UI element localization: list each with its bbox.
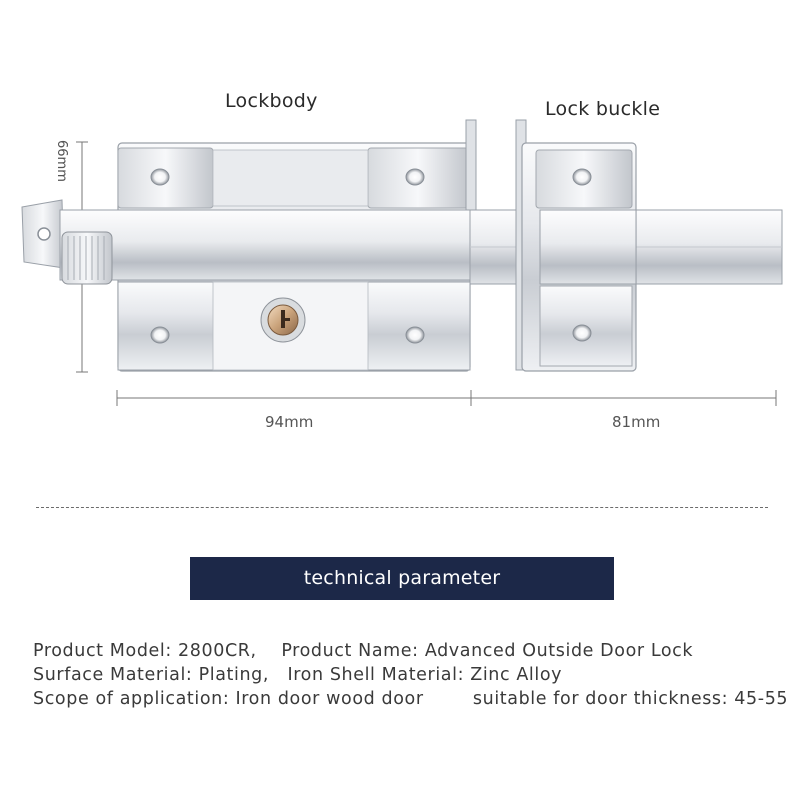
height-dimension-label: 66mm bbox=[54, 140, 69, 182]
keyhole-icon bbox=[261, 298, 305, 342]
section-divider bbox=[36, 507, 768, 508]
lock-buckle-label: Lock buckle bbox=[545, 98, 661, 120]
technical-parameter-banner: technical parameter bbox=[190, 557, 614, 600]
width-lockbody-label: 94mm bbox=[265, 413, 314, 431]
lockbody-label: Lockbody bbox=[225, 90, 318, 112]
spec-line-3: Scope of application: Iron door wood door suitable for door thickness: 45-55 bbox=[33, 689, 789, 709]
spec-line-1: Product Model: 2800CR, Product Name: Advanced Outside Door Lock bbox=[33, 641, 694, 661]
width-buckle-label: 81mm bbox=[612, 413, 661, 431]
spec-line-2: Surface Material: Plating, Iron Shell Material: Zinc Alloy bbox=[33, 665, 563, 685]
